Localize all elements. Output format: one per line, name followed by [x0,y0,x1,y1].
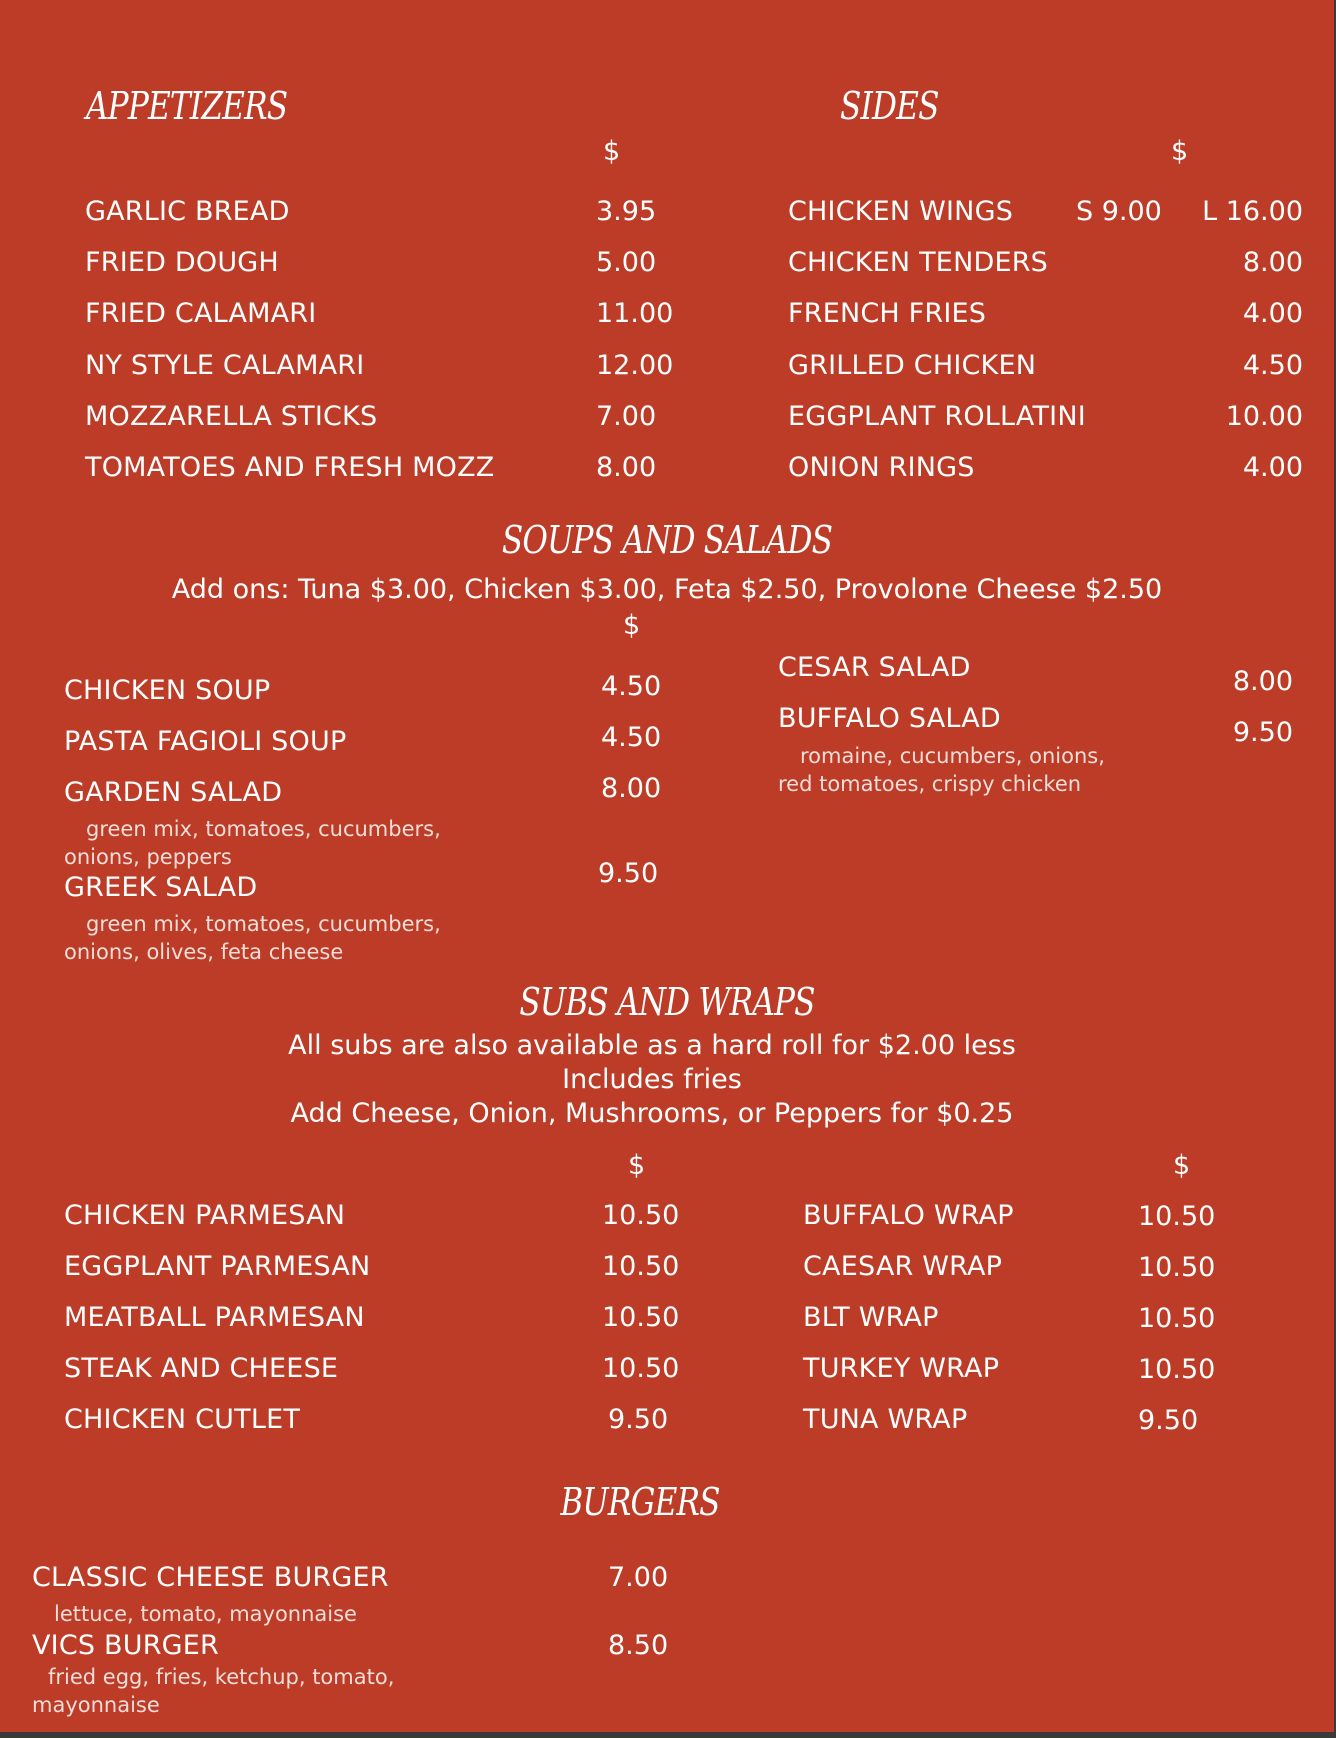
menu-item-price: 3.95 [596,196,657,227]
menu-item-price: 10.50 [1138,1252,1216,1283]
menu-item-name: GARDEN SALAD [64,777,283,808]
menu-item-name: CHICKEN PARMESAN [64,1200,346,1231]
menu-item-price: 9.50 [598,858,659,889]
menu-item-name: EGGPLANT PARMESAN [64,1251,371,1282]
menu-item-price: 10.50 [602,1251,680,1282]
appetizers-currency: $ [603,136,621,167]
soups-currency: $ [623,610,641,641]
menu-item-name: BUFFALO SALAD [778,703,1001,734]
menu-item-name: BUFFALO WRAP [803,1200,1014,1231]
menu-item-price: 8.00 [1242,247,1303,278]
menu-item-name: CESAR SALAD [778,652,971,683]
menu-item-name: GREEK SALAD [64,872,258,903]
menu-item-price: 7.00 [608,1562,669,1593]
menu-item-name: TUNA WRAP [803,1404,968,1435]
menu-item-name: CLASSIC CHEESE BURGER [32,1562,389,1593]
menu-item-price: 7.00 [596,401,657,432]
menu-item-price: 11.00 [596,298,674,329]
menu-item-price: 8.50 [608,1630,669,1661]
menu-item-name: CHICKEN CUTLET [64,1404,301,1435]
menu-item-price: 10.50 [602,1353,680,1384]
menu-item-description: green mix, tomatoes, cucumbers, onions, peppers [64,817,441,869]
menu-item-price: 10.50 [602,1302,680,1333]
menu-item-name: CAESAR WRAP [803,1251,1003,1282]
subs-wraps-heading: SUBS AND WRAPS [519,980,815,1024]
menu-item-name: TURKEY WRAP [803,1353,1000,1384]
menu-item-name: BLT WRAP [803,1302,939,1333]
menu-item-price: 4.00 [1242,452,1303,483]
menu-item-price: 8.00 [1232,666,1293,697]
menu-item-name: CHICKEN WINGS [788,196,1014,227]
menu-item-description: green mix, tomatoes, cucumbers, onions, olives, feta cheese [64,912,441,964]
menu-item-price: 10.50 [1138,1354,1216,1385]
menu-item-price: L 16.00 [1202,196,1303,227]
menu-item-name: CHICKEN SOUP [64,675,271,706]
subs-note: Add Cheese, Onion, Mushrooms, or Peppers for $0.25 [290,1098,1014,1129]
sides-currency: $ [1171,136,1189,167]
menu-item-small-price: S 9.00 [1076,196,1162,227]
menu-item-name: CHICKEN TENDERS [788,247,1049,278]
menu-item-price: 8.00 [596,452,657,483]
menu-item-price: 4.50 [601,722,662,753]
menu-item-price: 4.50 [1242,350,1303,381]
menu-item-name: FRENCH FRIES [788,298,987,329]
menu-item-name: EGGPLANT ROLLATINI [788,401,1086,432]
menu-item-description: romaine, cucumbers, onions, red tomatoes, crispy chicken [778,744,1105,796]
appetizers-heading: APPETIZERS [86,84,288,128]
menu-item-name: NY STYLE CALAMARI [85,350,365,381]
menu-item-name: MOZZARELLA STICKS [85,401,378,432]
menu-item-name: GARLIC BREAD [85,196,290,227]
menu-item-price: 12.00 [596,350,674,381]
burgers-heading: BURGERS [560,1480,720,1524]
menu-item-price: 9.50 [608,1404,669,1435]
menu-item-price: 5.00 [596,247,657,278]
sides-heading: SIDES [840,84,939,128]
menu-item-price: 8.00 [601,773,662,804]
menu-item-name: PASTA FAGIOLI SOUP [64,726,347,757]
subs-note: Includes fries [562,1064,742,1095]
menu-item-price: 10.50 [1138,1303,1216,1334]
subs-note: All subs are also available as a hard roll for $2.00 less [288,1030,1016,1061]
menu-item-description: lettuce, tomato, mayonnaise [54,1602,357,1626]
menu-item-price: 4.00 [1242,298,1303,329]
menu-item-price: 4.50 [601,671,662,702]
subs-currency: $ [628,1150,646,1181]
menu-item-name: GRILLED CHICKEN [788,350,1037,381]
menu-item-name: VICS BURGER [32,1630,219,1661]
menu-item-price: 9.50 [1232,717,1293,748]
menu-item-price: 10.50 [602,1200,680,1231]
menu-item-name: MEATBALL PARMESAN [64,1302,365,1333]
menu-item-price: 10.50 [1138,1201,1216,1232]
addons-note: Add ons: Tuna $3.00, Chicken $3.00, Feta $2.50, Provolone Cheese $2.50 [171,574,1163,605]
menu-item-name: FRIED DOUGH [85,247,279,278]
soups-salads-heading: SOUPS AND SALADS [501,518,833,562]
menu-item-description: fried egg, fries, ketchup, tomato, mayonnaise [32,1665,395,1717]
menu-item-name: TOMATOES AND FRESH MOZZ [85,452,495,483]
menu-item-name: STEAK AND CHEESE [64,1353,339,1384]
wraps-currency: $ [1173,1150,1191,1181]
menu-item-price: 9.50 [1138,1405,1199,1436]
menu-item-name: ONION RINGS [788,452,975,483]
menu-item-name: FRIED CALAMARI [85,298,317,329]
menu-item-price: 10.00 [1225,401,1303,432]
